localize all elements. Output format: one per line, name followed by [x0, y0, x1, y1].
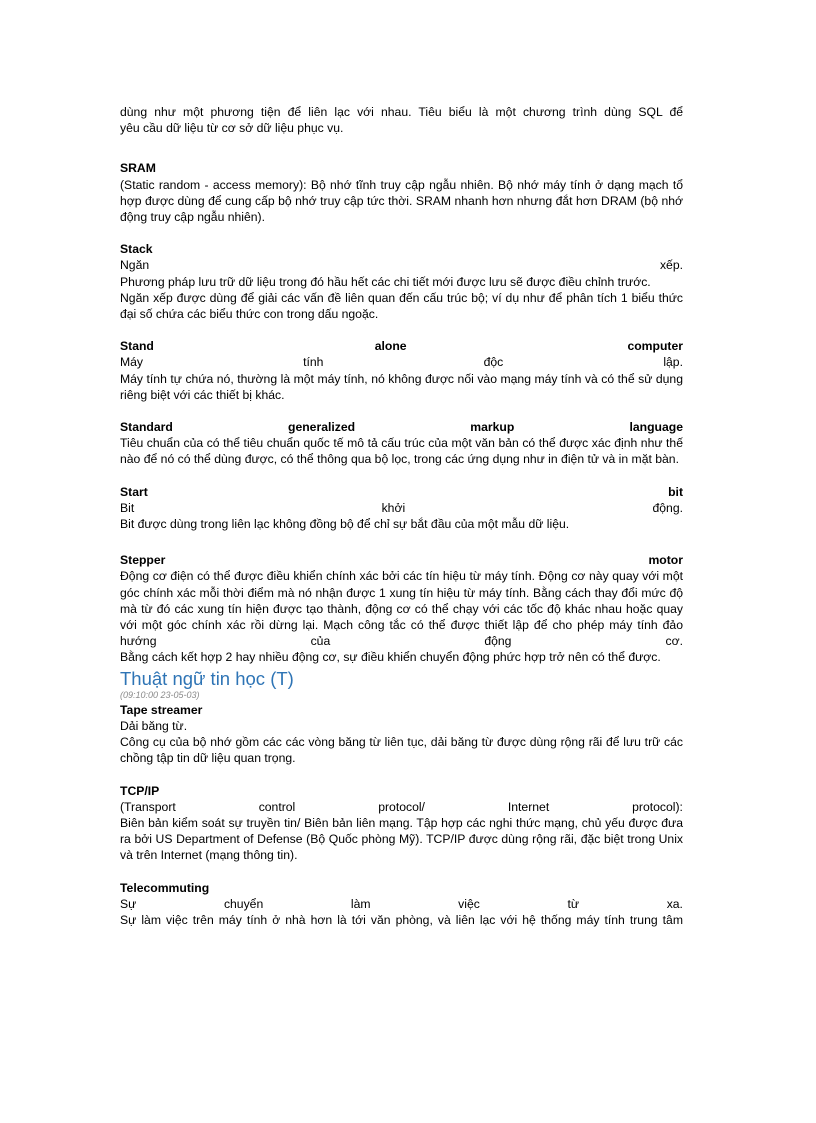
term-heading: Start bit	[120, 484, 683, 499]
entry-tape-streamer	[120, 702, 683, 767]
entry-sgml	[120, 419, 683, 468]
term-definition: Sự làm việc trên máy tính ở nhà hơn là tới văn phòng, và liên lạc với hệ thống máy tính trung tâm	[120, 912, 683, 927]
intro-line-2: yêu cầu dữ liệu từ cơ sở dữ liệu phục vụ.	[120, 121, 344, 136]
entry-start-bit	[120, 484, 683, 533]
term-definition: Máy tính tự chứa nó, thường là một máy tính, nó không được nối vào mạng máy tính và có thể sử dụng riêng biệt với các thiết bị khác.	[120, 371, 683, 402]
entry-sram	[120, 160, 683, 225]
term-definition: Công cụ của bộ nhớ gồm các các vòng băng từ liên tục, dải băng từ được dùng rộng rãi để lưu trữ các chồng tập tin dữ liệu quan trọng.	[120, 735, 683, 766]
entry-tcp-ip	[120, 783, 683, 864]
term-translation: Máy tính độc lập.	[120, 355, 683, 370]
term-definition: Bit được dùng trong liên lạc không đồng bộ để chỉ sự bắt đầu của một mẫu dữ liệu.	[120, 517, 570, 532]
term-translation: Ngăn xếp.	[120, 258, 683, 273]
term-definition: Ngăn xếp được dùng để giải các vấn đề liên quan đến cấu trúc bộ; ví dụ như để phân tích 1 biểu thức đại số chứa các biểu thức con trong dấu ngoặc.	[120, 290, 683, 322]
term-definition: (Static random - access memory): Bộ nhớ tĩnh truy cập ngẫu nhiên. Bộ nhớ máy tính ở dạng mạch tổ hợp được dùng để cung cấp bộ nhớ truy cập tức thời. SRAM nhanh hơn nhưng đắt hơn DRAM (bộ nhớ động truy cập ngẫu nhiên).	[120, 177, 683, 225]
section-title: Thuật ngữ tin học (T)	[120, 667, 294, 689]
entry-telecommuting	[120, 880, 683, 929]
term-definition: Bằng cách kết hợp 2 hay nhiều động cơ, sự điều khiển chuyển động phức hợp trở nên có thể được.	[120, 650, 661, 665]
entry-stepper-motor	[120, 552, 683, 665]
term-translation: Dải băng từ.	[120, 718, 188, 733]
entry-stack	[120, 241, 683, 322]
document-page	[120, 104, 683, 928]
term-translation: Sự chuyển làm việc từ xa.	[120, 896, 683, 911]
term-definition: Động cơ điện có thể được điều khiển chính xác bởi các tín hiệu từ máy tính. Động cơ này quay với một góc chính xác mỗi thời điểm mà nó nhận được 1 xung tín hiệu từ máy tính. Bằng cách thay đổi mức độ mà từ đó các xung tín hiện được tạo thành, động cơ có thể chạy với các tốc độ khác nhau hoặc quay với một góc chính xác rồi dừng lại. Mạch công tắc có thể được thiết lập để cho phép máy tính đảo hướng của động cơ.	[120, 569, 683, 649]
term-heading: Stack	[120, 242, 153, 257]
section-date: (09:10:00 23-05-03)	[120, 689, 200, 700]
intro-line-1: dùng như một phương tiện để liên lạc với nhau. Tiêu biểu là một chương trình dùng SQL để	[120, 105, 683, 119]
term-definition: Tiêu chuẩn của có thể tiêu chuẩn quốc tế mô tả cấu trúc của một văn bản có thể được xác định như thế nào để nó có thể dùng được, có thể thông qua bộ lọc, trong các ứng dụng như in điện tử và in mặt bàn.	[120, 436, 683, 467]
term-expansion: (Transport control protocol/ Internet protocol):	[120, 799, 683, 814]
term-heading: Stepper motor	[120, 553, 683, 568]
term-heading: Telecommuting	[120, 880, 210, 895]
term-heading: Tape streamer	[120, 702, 203, 717]
term-definition: Phương pháp lưu trữ dữ liệu trong đó hầu hết các chi tiết mới được lưu sẽ được điều chỉnh trước.	[120, 274, 651, 289]
term-heading: SRAM	[120, 161, 156, 176]
entry-stand-alone-computer	[120, 338, 683, 403]
term-heading: TCP/IP	[120, 783, 160, 798]
term-translation: Bit khởi động.	[120, 500, 683, 515]
term-definition: Biên bản kiểm soát sự truyền tin/ Biên bản liên mạng. Tập hợp các nghi thức mạng, chủ yếu được đưa ra bởi US Department of Defense (Bộ Quốc phòng Mỹ). TCP/IP được dùng rộng rãi, đặc biệt trong Unix và trên Internet (mạng thông tin).	[120, 815, 683, 863]
term-heading: Standard generalized markup language	[120, 420, 683, 435]
term-heading: Stand alone computer	[120, 339, 683, 354]
